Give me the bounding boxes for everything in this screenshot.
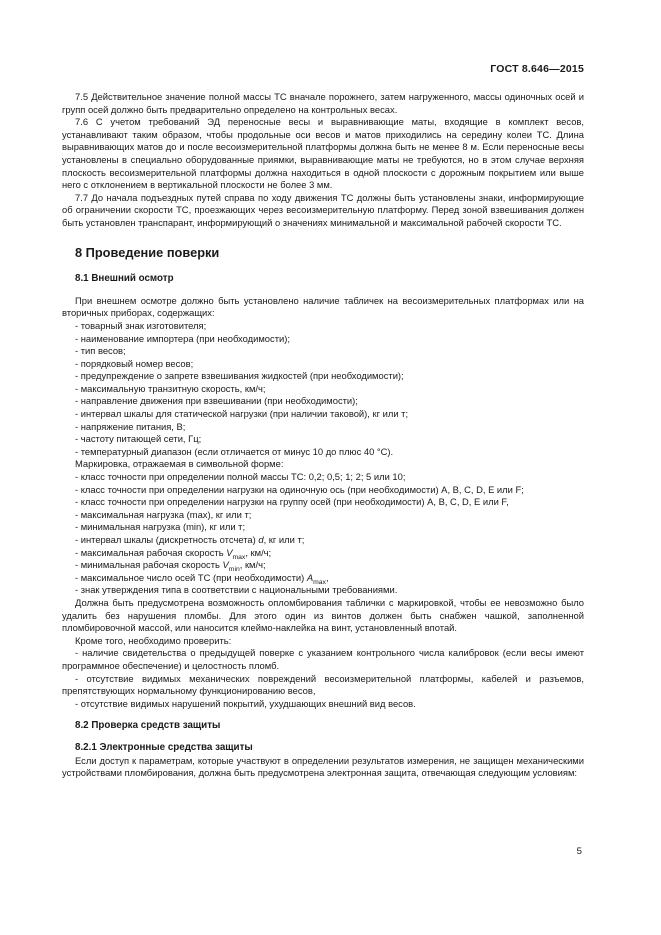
marking-item-vmin: - минимальная рабочая скорость $V_{min}$, км/ч; — [75, 559, 266, 574]
section-8-2-title: 8.2 Проверка средств защиты — [75, 720, 221, 732]
subscript-max: max — [232, 553, 246, 561]
list-item: - напряжение питания, В; — [75, 420, 186, 432]
list-item: - максимальную транзитную скорость, км/ч; — [75, 382, 266, 394]
marking-item: - максимальная нагрузка (max), кг или т; — [75, 508, 252, 520]
list-item: - порядковый номер весов; — [75, 357, 194, 369]
marking-item-interval: - интервал шкалы (дискретность отсчета) d, кг или т; — [75, 534, 305, 545]
marking-item-amax: - максимальное число осей ТС (при необходимости) $A_{max}$, — [75, 571, 329, 586]
symbol-v: V — [226, 546, 233, 558]
check-item: - отсутствие видимых нарушений покрытий, ухудшающих внешний вид весов. — [75, 697, 416, 709]
list-item: - направление движения при взвешивании (при необходимости); — [75, 395, 358, 407]
marking-item-vmax: - максимальная рабочая скорость $V_{max}$, км/ч; — [75, 546, 272, 561]
page-content — [62, 91, 584, 780]
paragraph-7-6: 7.6 С учетом требований ЭД переносные весы и выравнивающие маты, входящие в комплект весов, устанавливают таким образом, чтобы продольные оси весов и матов приходились на середину колеи ТС. Длина выравнивающих матов до и после весоизмерительной платформы должна быть не менее 8 м. Если переносные весы установлены в специально оборудованные приямки, выравнивающие маты не требуются, но в этом случае верхняя плоскость весоизмерительной платформы должна находиться в одной плоскости с дорожным покрытием или выше него с отклонением в вертикальной плоскости не более 3 мм. — [62, 116, 584, 191]
check-item: - отсутствие видимых механических повреждений весоизмерительной платформы, кабелей и разъемов, препятствующих нормальному функционированию весов, — [62, 672, 584, 697]
list-item: - тип весов; — [75, 345, 126, 357]
paragraph-7-7: 7.7 До начала подъездных путей справа по ходу движения ТС должны быть установлены знаки, информирующие об ограничении скорости ТС, проезжающих через весоизмерительную платформу. Перед зоной взвешивания должен быть установлен транспарант, информирующий о значениях минимальной и максимальной рабочей скорости ТС. — [62, 191, 584, 228]
marking-item: - класс точности при определении полной массы ТС: 0,2; 0,5; 1; 2; 5 или 10; — [75, 471, 406, 483]
subscript-min: min — [228, 566, 240, 574]
subscript-max: max — [313, 578, 326, 586]
marking-item: - минимальная нагрузка (min), кг или т; — [75, 521, 246, 533]
marking-item: - класс точности при определении нагрузки на группу осей (при необходимости) A, B, C, D, E или F, — [75, 496, 509, 508]
list-item: - температурный диапазон (если отличается от минус 10 до плюс 40 °С). — [75, 445, 394, 457]
marking-intro: Маркировка, отражаемая в символьной форме: — [75, 458, 284, 470]
document-code: ГОСТ 8.646—2015 — [490, 63, 584, 75]
list-item: - предупреждение о запрете взвешивания жидкостей (при необходимости); — [75, 370, 404, 382]
section-8-1-intro: При внешнем осмотре должно быть установлено наличие табличек на весоизмерительных платформах или на вторичных приборах, содержащих: — [62, 294, 584, 319]
section-8-2-1-title: 8.2.1 Электронные средства защиты — [75, 741, 253, 753]
page-number: 5 — [576, 846, 582, 857]
symbol-a: A — [306, 571, 314, 583]
symbol-d: d — [258, 534, 264, 545]
paragraph-7-5: 7.5 Действительное значение полной массы ТС вначале порожнего, затем нагруженного, массы одиночных осей и групп осей должно быть предварительно определено на контрольных весах. — [62, 91, 584, 115]
check-intro: Кроме того, необходимо проверить: — [75, 634, 232, 646]
section-8-title: 8 Проведение поверки — [75, 244, 220, 260]
list-item: - наименование импортера (при необходимости); — [75, 332, 290, 344]
section-8-2-1-text: Если доступ к параметрам, которые участвуют в определении результатов измерения, не защищен механическими устройствами пломбирования, должна быть предусмотрена электронная защита, отвечающая следующим условиям: — [62, 754, 584, 779]
list-item: - частоту питающей сети, Гц; — [75, 433, 202, 445]
marking-item-approval: - знак утверждения типа в соответствии с национальными требованиями. — [75, 584, 398, 596]
check-item: - наличие свидетельства о предыдущей поверке с указанием контрольного числа калибровок (если весы имеют программное обеспечение) и целостность пломб. — [62, 647, 584, 671]
symbol-v: V — [222, 559, 229, 571]
marking-item: - класс точности при определении нагрузки на одиночную ось (при необходимости) A, B, C, D, E или F; — [75, 483, 524, 495]
section-8-1-title: 8.1 Внешний осмотр — [75, 273, 174, 285]
list-item: - интервал шкалы для статической нагрузки (при наличии таковой), кг или т; — [75, 408, 409, 420]
seal-paragraph: Должна быть предусмотрена возможность опломбирования таблички с маркировкой, чтобы ее невозможно было удалить без нарушения пломбы. Для этого один из винтов должен быть снабжен чашкой, заполненной пломбировочной массой, или наносится клеймо-наклейка на винт, установленный впотай. — [62, 596, 584, 634]
list-item: - товарный знак изготовителя; — [75, 319, 207, 331]
